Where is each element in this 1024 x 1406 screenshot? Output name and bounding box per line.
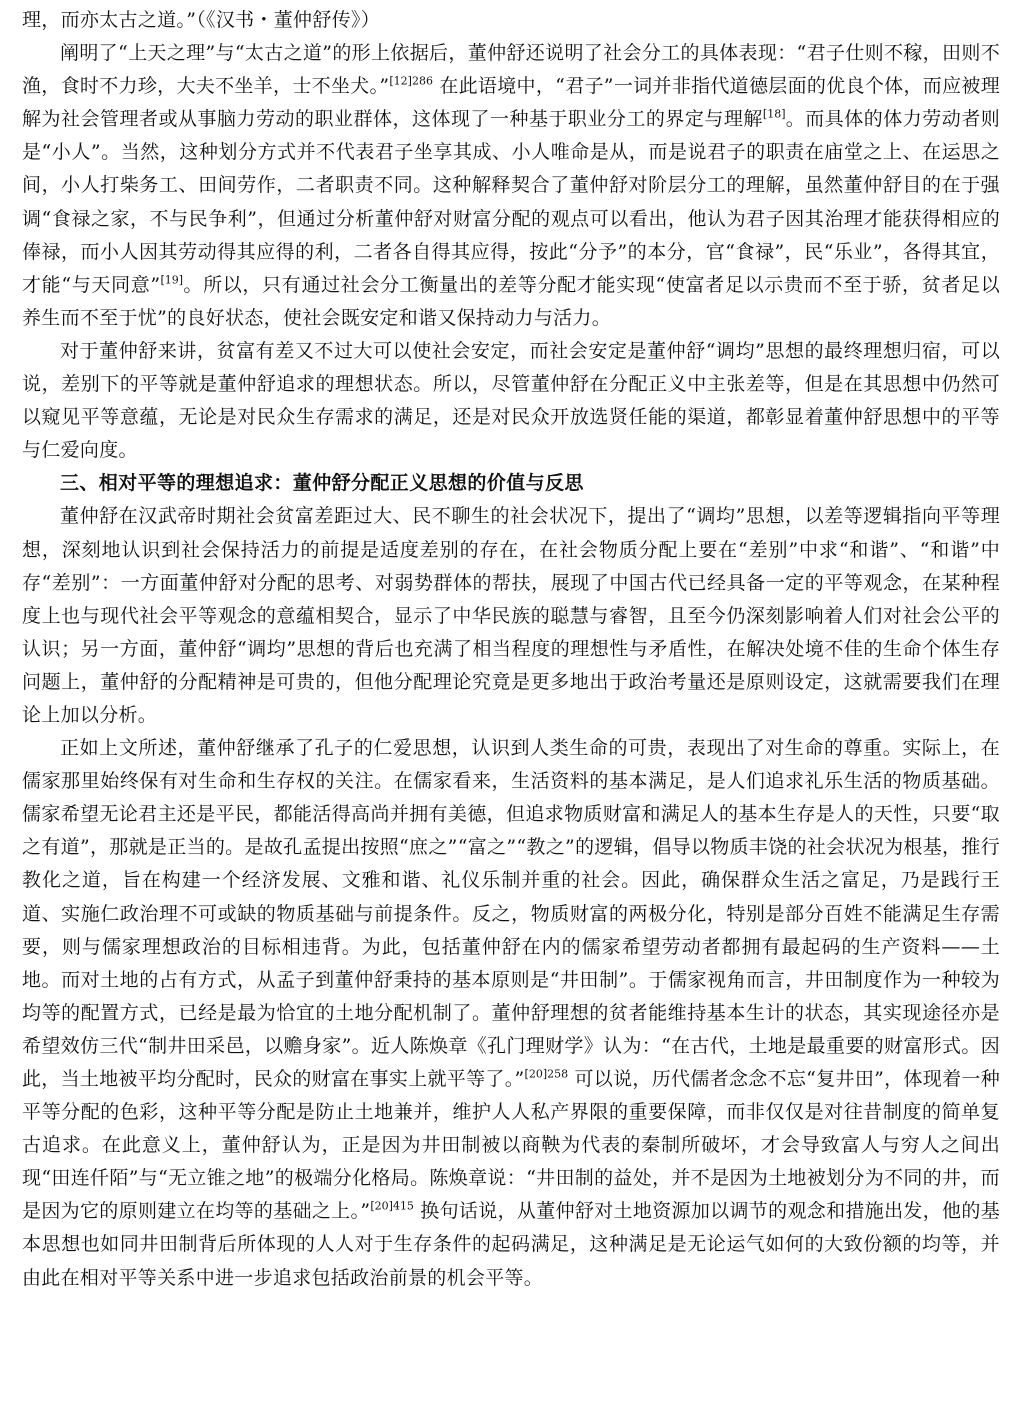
citation-ref: [19] [160, 273, 184, 287]
text-run: 可以说，历代儒者念念不忘“复井田”，体现着一种平等分配的色彩，这种平等分配是防止土地兼并，维护人人私产界限的重要保障，而非仅仅是对往昔制度的简单复古追求。在此意义上，董仲舒认为，正是因为井田制被以商鞅为代表的秦制所破坏，才会导致富人与穷人之间出现“田连仟陌”与“无立锥之地”的极端分化格局。陈焕章说：“井田制的益处，并不是因为土地被划分为不同的井，而是因为它的原则建立在均等的基础之上。” [22, 1068, 1000, 1223]
citation-ref: [20]415 [370, 1199, 414, 1213]
text-run: 阐明了“上天之理”与“太古之道”的形上依据后，董仲舒还说明了社会分工的具体表现：“君子仕则不稼，田则不渔，食时不力珍，大夫不坐羊，士不坐犬。” [22, 42, 1000, 98]
citation-ref: [20]258 [524, 1067, 569, 1081]
section-heading [22, 467, 1000, 500]
text-run: 。而具体的体力劳动者则是“小人”。当然，这种划分方式并不代表君子坐享其成、小人唯命是从，而是说君子的职责在庙堂之上、在运思之间，小人打柴务工、田间劳作，二者职责不同。这种解释契合了董仲舒对阶层分工的理解，虽然董仲舒目的在于强调“食禄之家，不与民争利”，但通过分析董仲舒对财富分配的观点可以看出，他认为君子因其治理才能获得相应的俸禄，而小人因其劳动得其应得的利，二者各自得其应得，按此“分予”的本分，官“食禄”，民“乐业”，各得其宜，才能“与天同意” [22, 108, 1000, 296]
body-paragraph [22, 732, 1000, 1295]
text-run: 换句话说，从董仲舒对土地资源加以调节的观念和措施出发，他的基本思想也如同井田制背后所体现的人人对于生存条件的起码满足，这种满足是无论运气如何的大致份额的均等，并由此在相对平等关系中进一步追求包括政治前景的机会平等。 [22, 1200, 1001, 1289]
citation-ref: [12]286 [389, 74, 433, 88]
text-run: 董仲舒在汉武帝时期社会贫富差距过大、民不聊生的社会状况下，提出了“调均”思想，以差等逻辑指向平等理想，深刻地认识到社会保持活力的前提是适度差别的存在，在社会物质分配上要在“差别”中求“和谐”、“和谐”中存“差别”：一方面董仲舒对分配的思考、对弱势群体的帮扶，展现了中国古代已经具备一定的平等观念，在某种程度上也与现代社会平等观念的意蕴相契合，显示了中华民族的聪慧与睿智，且至今仍深刻影响着人们对社会公平的认识；另一方面，董仲舒“调均”思想的背后也充满了相当程度的理想性与矛盾性，在解决处境不佳的生命个体生存问题上，董仲舒的分配精神是可贵的，但他分配理论究竟是更多地出于政治考量还是原则设定，这就需要我们在理论上加以分析。 [22, 505, 1000, 726]
body-paragraph [22, 37, 1000, 335]
text-run: 。所以，只有通过社会分工衡量出的差等分配才能实现“使富者足以示贵而不至于骄，贫者足以养生而不至于忧”的良好状态，使社会既安定和谐又保持动力与活力。 [22, 273, 1000, 329]
page-body [22, 4, 1000, 1295]
paragraph-continuation [22, 4, 1000, 37]
citation-ref: [18] [762, 107, 786, 121]
body-paragraph [22, 500, 1000, 732]
text-run: 在此语境中，“君子”一词并非指代道德层面的优良个体，而应被理解为社会管理者或从事脑力劳动的职业群体，这体现了一种基于职业分工的界定与理解 [22, 75, 1000, 131]
body-paragraph [22, 335, 1000, 467]
text-run: 对于董仲舒来讲，贫富有差又不过大可以使社会安定，而社会安定是董仲舒“调均”思想的最终理想归宿，可以说，差别下的平等就是董仲舒追求的理想状态。所以，尽管董仲舒在分配正义中主张差等，但是在其思想中仍然可以窥见平等意蕴，无论是对民众生存需求的满足，还是对民众开放选贤任能的渠道，都彰显着董仲舒思想中的平等与仁爱向度。 [22, 339, 1000, 462]
text-run: 三、相对平等的理想追求：董仲舒分配正义思想的价值与反思 [60, 472, 584, 495]
text-run: 理，而亦太古之道。”（《汉书・董仲舒传》） [22, 9, 381, 31]
text-run: 正如上文所述，董仲舒继承了孔子的仁爱思想，认识到人类生命的可贵，表现出了对生命的尊重。实际上，在儒家那里始终保有对生命和生存权的关注。在儒家看来，生活资料的基本满足，是人们追求礼乐生活的物质基础。儒家希望无论君主还是平民，都能活得高尚并拥有美德，但追求物质财富和满足人的基本生存是人的天性，只要“取之有道”，那就是正当的。是故孔孟提出按照“庶之”“富之”“教之”的逻辑，倡导以物质丰饶的社会状况为根基，推行教化之道，旨在构建一个经济发展、文雅和谐、礼仪乐制并重的社会。因此，确保群众生活之富足，乃是践行王道、实施仁政治理不可或缺的物质基础与前提条件。反之，物质财富的两极分化，特别是部分百姓不能满足生存需要，则与儒家理想政治的目标相违背。为此，包括董仲舒在内的儒家希望劳动者都拥有最起码的生产资料——土地。而对土地的占有方式，从孟子到董仲舒秉持的基本原则是“井田制”。于儒家视角而言，井田制度作为一种较为均等的配置方式，已经是最为恰宜的土地分配机制了。董仲舒理想的贫者能维持基本生计的状态，其实现途径亦是希望效仿三代“制井田采邑，以赡身家”。近人陈焕章《孔门理财学》认为：“在古代，土地是最重要的财富形式。因此，当土地被平均分配时，民众的财富在事实上就平等了。” [22, 737, 1000, 1090]
